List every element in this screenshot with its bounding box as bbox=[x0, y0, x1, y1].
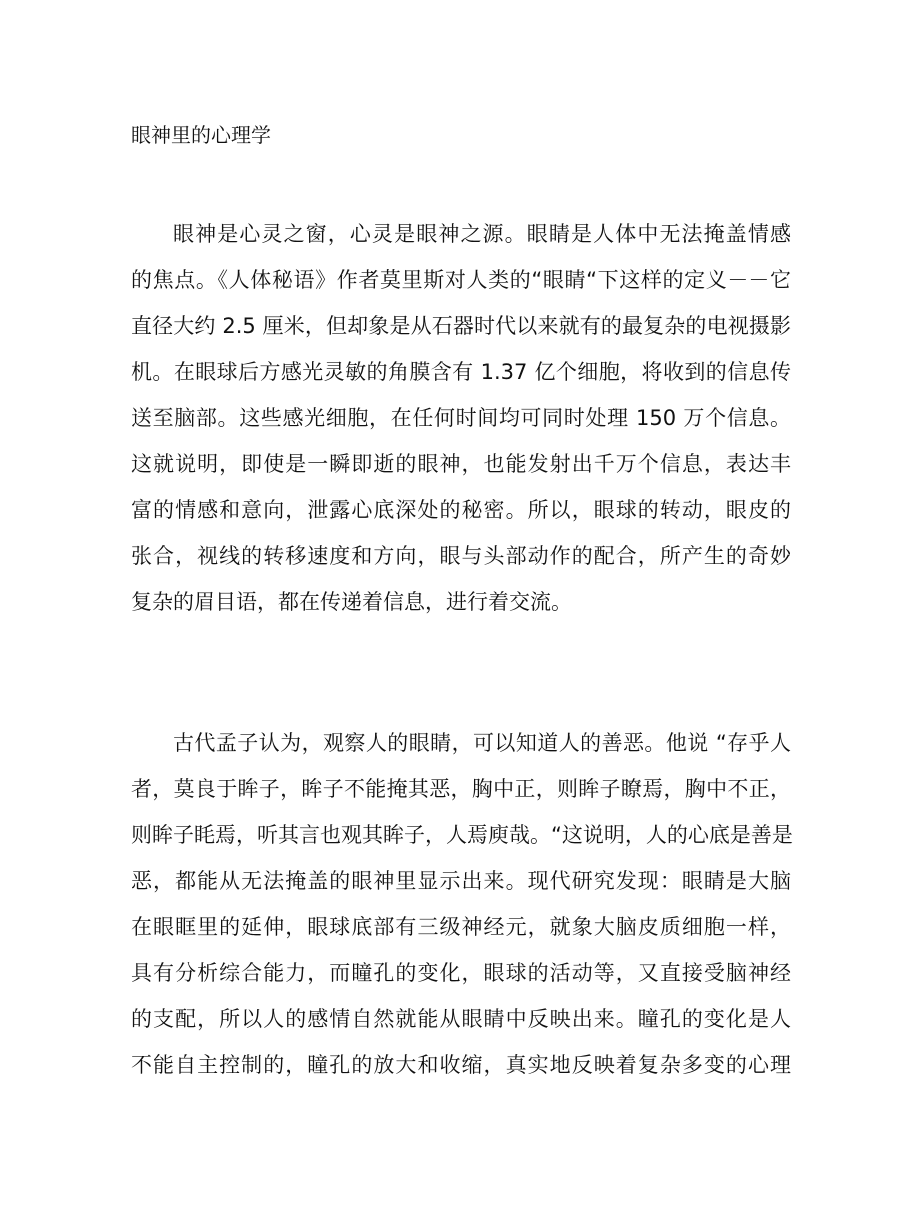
paragraph-1 bbox=[131, 211, 791, 625]
paragraph-line: 恶，都能从无法掩盖的眼神里显示出来。现代研究发现：眼睛是大脑 bbox=[131, 869, 791, 893]
paragraph-line: 送至脑部。这些感光细胞，在任何时间均可同时处理 150 万个信息。 bbox=[131, 406, 791, 430]
paragraph-line: 机。在眼球后方感光灵敏的角膜含有 1.37 亿个细胞，将收到的信息传 bbox=[131, 360, 791, 384]
paragraph-line: 者，莫良于眸子，眸子不能掩其恶，胸中正，则眸子瞭焉，胸中不正， bbox=[131, 777, 791, 801]
paragraph-line: 直径大约 2.5 厘米，但却象是从石器时代以来就有的最复杂的电视摄影 bbox=[131, 314, 791, 338]
paragraph-line: 不能自主控制的，瞳孔的放大和收缩，真实地反映着复杂多变的心理 bbox=[131, 1053, 791, 1077]
paragraph-line: 复杂的眉目语，都在传递着信息，进行着交流。 bbox=[131, 590, 572, 614]
paragraph-line: 张合，视线的转移速度和方向，眼与头部动作的配合，所产生的奇妙 bbox=[131, 544, 791, 568]
document-title: 眼神里的心理学 bbox=[131, 123, 271, 147]
paragraph-line: 富的情感和意向，泄露心底深处的秘密。所以，眼球的转动，眼皮的 bbox=[131, 498, 791, 522]
paragraph-line: 的焦点。《人体秘语》作者莫里斯对人类的“眼睛“下这样的定义－－它 bbox=[131, 268, 791, 292]
paragraph-line: 在眼眶里的延伸，眼球底部有三级神经元，就象大脑皮质细胞一样， bbox=[131, 915, 791, 939]
paragraph-line: 的支配，所以人的感情自然就能从眼睛中反映出来。瞳孔的变化是人 bbox=[131, 1007, 791, 1031]
paragraph-line: 眼神是心灵之窗，心灵是眼神之源。眼睛是人体中无法掩盖情感 bbox=[173, 222, 791, 246]
paragraph-line: 古代孟子认为，观察人的眼睛，可以知道人的善恶。他说 “存乎人 bbox=[173, 731, 791, 755]
paragraph-line: 这就说明，即使是一瞬即逝的眼神，也能发射出千万个信息，表达丰 bbox=[131, 452, 791, 476]
paragraph-line: 具有分析综合能力，而瞳孔的变化，眼球的活动等，又直接受脑神经 bbox=[131, 961, 791, 985]
paragraph-line: 则眸子眊焉，听其言也观其眸子，人焉庾哉。“这说明，人的心底是善是 bbox=[131, 823, 793, 847]
paragraph-2 bbox=[131, 720, 791, 1088]
